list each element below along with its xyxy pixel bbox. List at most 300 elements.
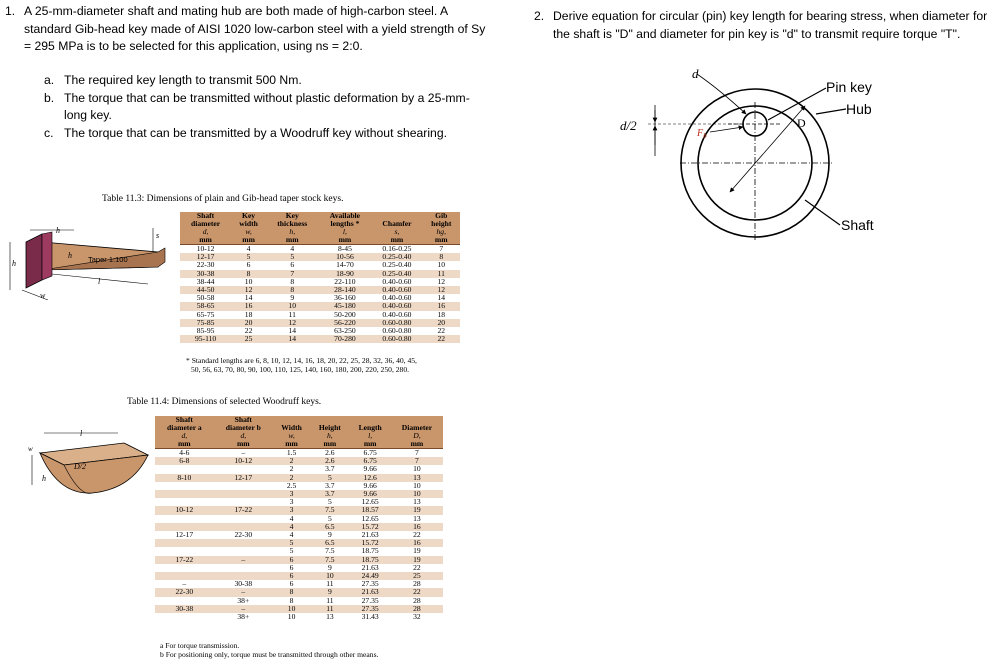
table-cell: 17-22 [214,506,273,514]
table-row [155,580,443,588]
problem2-statement [553,8,987,43]
header-cell: l, [318,228,371,236]
table-cell: 63-250 [334,326,356,336]
table-row [180,302,460,310]
header-cell: Key [266,212,318,220]
note-line: b For positioning only, torque must be transmitted through other means. [160,650,379,659]
table-row [180,278,460,286]
table-cell: 21.63 [350,588,391,596]
header-cell: d, [155,432,214,440]
table-cell: 22-30 [234,530,253,540]
table-cell: 11 [326,595,334,605]
table-cell: 27.35 [361,579,379,589]
table-cell: 0.40-0.60 [371,302,422,310]
table-row [155,523,443,531]
label-fb [696,128,707,140]
table-row [155,531,443,539]
table-cell: 0.25-0.40 [371,270,422,278]
table-cell: 20 [231,319,266,327]
table-cell: 32 [413,612,421,622]
table-cell: 6.75 [363,448,377,457]
unit-cell: mm [180,236,231,245]
table-cell: 16 [231,302,266,310]
table-cell: 10-12 [196,244,215,253]
table-cell: 19 [391,556,443,564]
table-cell: 6.5 [310,539,349,547]
table-cell: 4 [289,530,294,540]
table-cell: 30-38 [155,605,214,613]
table-cell: 10 [273,605,310,613]
fig-d2-label: D/2 [74,462,86,471]
table-cell: 10 [244,276,253,286]
problem1-line: standard Gib-head key made of AISI 1020 low-carbon steel with a yield strength of Sy [24,21,486,36]
problem1-number: 1. [5,4,16,18]
table-cell: 85-95 [196,326,215,336]
problem2-number: 2. [534,9,545,23]
table-cell: 4 [290,244,295,253]
table-cell [214,490,273,498]
unit-cell: mm [231,236,266,245]
table-cell: 0.60-0.80 [382,326,412,336]
table-cell: 38+ [237,612,250,622]
table-cell: 95-110 [180,335,231,343]
table-cell: 0.60-0.80 [371,335,422,343]
table-cell: 22 [391,588,443,596]
table114-caption: Table 11.4: Dimensions of selected Woodruff keys. [127,397,322,407]
table-cell [214,482,273,490]
table-cell: 11 [326,579,334,589]
note-line: * Standard lengths are 6, 8, 10, 12, 14, 16, 18, 20, 22, 25, 28, 32, 36, 40, 45, [186,356,417,365]
table-cell: 0.60-0.80 [371,319,422,327]
table-cell: 3.7 [310,490,349,498]
table-cell: – [214,556,273,564]
header-cell: Height [310,424,349,432]
table-cell: 12-17 [214,474,273,482]
table-row [155,465,443,473]
table-row [155,572,443,580]
table-cell: 5 [266,253,318,261]
table-row [180,294,460,302]
table-cell: 5 [310,474,349,482]
table-cell: 6 [273,556,310,564]
table-cell: 8 [266,286,318,294]
table-cell: 70-280 [318,335,371,343]
table-cell: 18 [437,309,446,319]
table-cell: 24.49 [350,572,391,580]
table-cell: 16 [391,523,443,531]
table-cell: 5 [327,513,332,523]
table-cell: 12.6 [350,474,391,482]
table-cell: 7 [415,448,419,457]
table-cell: 36-160 [334,293,356,303]
table-row [180,319,460,327]
table-row [180,245,460,254]
table-cell: 6 [289,579,294,589]
table-row [155,539,443,547]
note-line: 50, 56, 63, 70, 80, 90, 100, 110, 125, 140, 160, 180, 200, 220, 250, 280. [191,365,410,374]
table-cell: 18.75 [361,546,379,556]
table-cell: 3.7 [325,480,335,490]
part-label: c. [44,125,54,140]
fig-h2-label: h [68,251,72,260]
table-cell: 2.6 [310,457,349,465]
part-text: The torque that can be transmitted by a Woodruff key without shearing. [64,125,447,140]
table-cell: 50-58 [196,293,215,303]
part-label: a. [44,73,55,87]
unit-cell: mm [310,440,349,449]
table-cell: 22-30 [155,588,214,596]
header-cell: h, [310,432,349,440]
table-cell: 14 [266,335,318,343]
header-cell: Shaft [155,416,214,424]
table-cell: 11 [310,605,349,613]
table-cell: 12-17 [180,253,231,261]
table-cell [155,490,214,498]
table-cell: – [182,579,187,589]
header-cell: l, [350,432,391,440]
table-cell: 65-75 [196,309,215,319]
table-cell: 75-85 [180,319,231,327]
label-half-d: d/2 [620,118,637,133]
table-cell: 7 [439,244,444,253]
part-label: b. [44,90,55,105]
table-row [155,498,443,506]
table-cell: 3 [273,490,310,498]
label-d: d [692,66,699,81]
table-cell: 12 [423,286,461,294]
table-cell: 22-110 [334,276,356,286]
table-cell: 50-200 [334,309,356,319]
table-cell: 22 [244,326,253,336]
table-cell: 14 [244,293,253,303]
table-cell: 6-8 [155,457,214,465]
table-cell: 44-50 [180,286,231,294]
table-cell [155,613,214,621]
table-cell: 15.72 [350,539,391,547]
table-cell: 22 [413,562,421,572]
table-cell: 3 [273,506,310,514]
fig-l-label: l [98,277,101,286]
table-cell: 9 [327,562,332,572]
table-cell: – [214,605,273,613]
table-cell [155,564,214,572]
table-cell: 12 [437,276,446,286]
table-cell: 14 [288,326,297,336]
problem1-parts [44,72,470,142]
table113-caption: Table 11.3: Dimensions of plain and Gib-head taper stock keys. [102,194,344,204]
table-cell: 10-12 [155,506,214,514]
table-cell: 19 [391,506,443,514]
table-cell: 1.5 [286,448,297,457]
fig-w-label: w [28,445,33,453]
table-row [155,506,443,514]
unit-cell: mm [266,236,318,245]
header-cell: hg, [423,228,461,236]
table-cell: – [214,588,273,596]
table-cell: 20 [423,319,461,327]
table-cell: 10 [287,612,296,622]
table-cell [214,515,273,523]
table-cell: 21.63 [361,530,379,540]
pin-key-diagram [600,60,900,250]
table-cell: 27.35 [361,595,379,605]
problem1-line: A 25-mm-diameter shaft and mating hub are both made of high-carbon steel. A [24,4,449,18]
table-cell: 7.5 [325,546,335,556]
table-row [155,588,443,596]
header-cell: Width [273,424,310,432]
table-cell: 22 [437,326,446,336]
table-cell: 27.35 [350,605,391,613]
table-cell: 4-6 [179,448,190,457]
table-cell: 13 [413,513,421,523]
header-cell: Gib [423,212,461,220]
unit-cell: mm [273,440,310,449]
table-cell: 4 [289,513,294,523]
table-cell: 9.66 [363,480,377,490]
header-cell: diameter b [214,424,273,432]
table-cell: 12-17 [175,530,194,540]
table-cell: 28-140 [318,286,371,294]
table-cell: 9.66 [363,464,377,474]
fig-h1-label: h [12,259,16,268]
table-cell [155,539,214,547]
table-cell: 6 [273,572,310,580]
table-cell: 8-45 [337,244,352,253]
table-cell: 15.72 [350,523,391,531]
header-cell: height [423,220,461,228]
table-cell: 14 [437,293,446,303]
unit-cell: mm [155,440,214,449]
table114-body [155,449,443,622]
header-cell: D, [391,432,443,440]
header-cell: Shaft [214,416,273,424]
label-fb-sub: b [703,132,707,140]
table-row [155,515,443,523]
table-row [155,605,443,613]
part-text: The torque that can be transmitted without plastic deformation by a 25-mm- [64,90,470,105]
table-cell: 12.65 [361,497,379,507]
table-row [180,335,460,343]
table-row [155,597,443,605]
header-cell: Shaft [180,212,231,220]
table-cell: 22 [413,530,421,540]
table-cell: 12 [266,319,318,327]
header-cell: Diameter [391,424,443,432]
header-cell: h, [266,228,318,236]
table-row [155,547,443,555]
table-cell: 5 [289,546,294,556]
label-pin-key: Pin key [826,79,872,95]
header-cell: lengths * [318,220,371,228]
table-cell: 9 [327,530,332,540]
table-cell: 0.40-0.60 [382,276,412,286]
label-fb-main: F [697,128,704,139]
table-cell: 18-90 [318,270,371,278]
table-cell: 5 [273,539,310,547]
table-row [155,457,443,465]
header-cell: Key [231,212,266,220]
table-cell: 7.5 [310,506,349,514]
table-row [155,482,443,490]
unit-cell: mm [350,440,391,449]
table-cell [214,539,273,547]
table114-notes [160,641,378,659]
table-cell: 13 [391,474,443,482]
unit-cell: mm [371,236,422,245]
table-cell: 19 [413,546,421,556]
table-cell: 13 [326,612,334,622]
header-cell: diameter a [155,424,214,432]
table-cell: 8 [423,253,461,261]
table114 [155,416,443,621]
table113 [180,212,460,343]
woodruff-key-figure [28,425,160,505]
header-cell: d, [214,432,273,440]
table113-notes [186,356,417,374]
unit-cell: mm [423,236,461,245]
table-row [155,474,443,482]
table-cell: 10-56 [318,253,371,261]
table113-body [180,245,460,344]
fig-s-label: s [156,231,160,240]
table-cell: 2 [273,474,310,482]
table-cell: 6.5 [310,523,349,531]
table-cell: 58-65 [180,302,231,310]
table-cell [155,482,214,490]
fig-h-label: h [56,226,60,235]
table-cell: 0.25-0.40 [382,260,412,270]
table-cell: 0.25-0.40 [371,253,422,261]
table-row [180,286,460,294]
header-cell: thickness [266,220,318,228]
table-cell: 18.57 [350,506,391,514]
table-cell: 28 [391,605,443,613]
table-cell: 22 [423,335,461,343]
label-hub: Hub [846,101,872,117]
table-cell: 28 [413,595,421,605]
part-text: long key. [64,108,112,122]
table-cell: 8 [290,276,295,286]
table-cell: 38+ [237,595,250,605]
header-cell: d, [180,228,231,236]
table-cell: 45-180 [318,302,371,310]
table-cell: 0.40-0.60 [382,309,412,319]
table-cell: 8 [231,270,266,278]
table-cell: 17-22 [155,556,214,564]
table-cell: 4 [246,244,251,253]
table-cell: 10 [266,302,318,310]
table-row [155,490,443,498]
label-shaft: Shaft [841,217,874,233]
problem2-line: Derive equation for circular (pin) key length for bearing stress, when diameter for [553,9,988,23]
table-cell: 10 [413,480,421,490]
table-cell: 14-70 [336,260,354,270]
table-cell: 30-38 [234,579,253,589]
table-cell: 25 [391,572,443,580]
table-cell: 21.63 [361,562,379,572]
table-cell: – [241,448,246,457]
part-text: The required key length to transmit 500 Nm. [64,73,302,87]
table-cell: 56-220 [318,319,371,327]
table-cell: 30-38 [180,270,231,278]
unit-cell: mm [214,440,273,449]
table-row [155,564,443,572]
table-cell: 5 [231,253,266,261]
table-cell: 7 [391,457,443,465]
table-row [155,613,443,621]
header-cell: Available [318,212,371,220]
table-cell: 10 [391,490,443,498]
table-cell: 11 [288,309,296,319]
table-cell: 8-10 [155,474,214,482]
header-cell: s, [371,228,422,236]
header-cell: width [231,220,266,228]
table-cell: 6 [289,562,294,572]
table-cell: 3.7 [325,464,335,474]
table-cell: 10 [413,464,421,474]
header-cell: Length [350,424,391,432]
note-line: a For torque transmission. [160,641,240,650]
table-row [180,270,460,278]
table-cell: 9 [310,588,349,596]
table-cell: 31.43 [361,612,379,622]
table-row [180,261,460,269]
table-cell: 11 [423,270,461,278]
table-cell: 8 [273,588,310,596]
table-cell: 10-12 [214,457,273,465]
table-cell: 18 [244,309,253,319]
fig-taper-label: Taper 1:100 [88,255,128,264]
table-cell: 6 [290,260,295,270]
table-row [155,556,443,564]
fig-l-label: l [80,429,83,438]
table-cell: 9 [290,293,295,303]
table-cell: 10 [310,572,349,580]
header-cell: Chamfer [371,220,422,228]
table-cell: 7 [266,270,318,278]
table-cell: 16 [423,302,461,310]
fig-w-label: w [40,291,46,300]
table-cell: 7.5 [310,556,349,564]
table-row [180,311,460,319]
header-cell: diameter [180,220,231,228]
header-cell: w, [231,228,266,236]
table-row [180,327,460,335]
unit-cell: mm [391,440,443,449]
header-cell: w, [273,432,310,440]
table-cell: 2.5 [286,480,297,490]
table-cell: 2 [273,457,310,465]
table-cell: 8 [289,595,294,605]
problem1-line: = 295 MPa is to be selected for this application, using ns = 2:0. [24,39,363,53]
table-cell: 18.75 [350,556,391,564]
table-cell: 6.75 [350,457,391,465]
table-cell: 0.40-0.60 [382,293,412,303]
table-cell: 28 [413,579,421,589]
table-cell: 2 [289,464,294,474]
table-cell: 13 [413,497,421,507]
table-cell: 2.6 [325,448,335,457]
unit-cell: mm [318,236,371,245]
fig-h-label: h [42,474,46,483]
problem2-line: the shaft is "D" and diameter for pin key is "d" to transmit require torque "T". [553,26,961,41]
table-cell: 38-44 [196,276,215,286]
table-cell: 0.16-0.25 [382,244,412,253]
table-row [180,253,460,261]
table-cell: 0.40-0.60 [371,286,422,294]
problem1-statement [24,3,485,56]
label-D: D [797,116,806,130]
